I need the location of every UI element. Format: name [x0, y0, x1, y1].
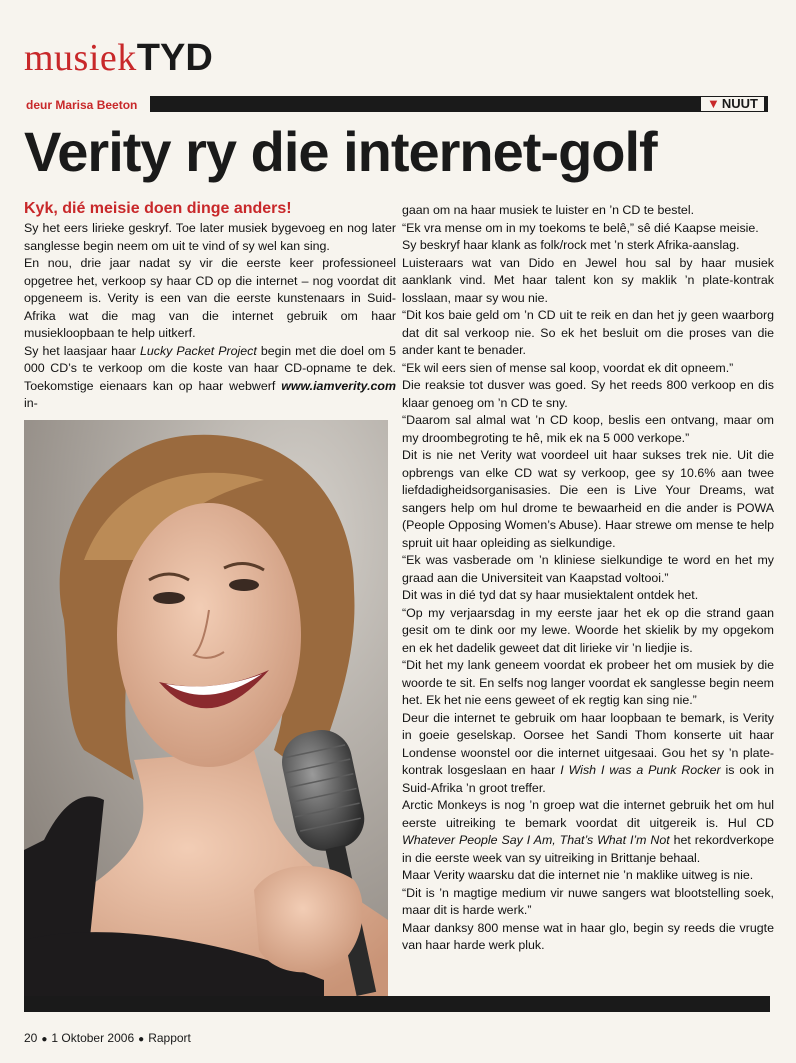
paragraph-r10: “Ek was vasberade om ’n kliniese sielkundige te word en het my graad aan die Universiteit van Kaapstad voltooi.” [402, 553, 774, 585]
song-title: I Wish I was a Punk Rocker [560, 763, 721, 777]
page-number: 20 [24, 1031, 38, 1045]
triangle-down-icon: ▼ [707, 96, 720, 111]
r14-text-b: is ook in Suid-Afrika ’n groot treffer. [402, 763, 774, 795]
artist-photo [24, 420, 388, 996]
p3-text-a: Sy het laasjaar haar [24, 343, 140, 358]
paragraph-r15 [402, 797, 774, 867]
r14-text-a: Deur die internet te gebruik om haar loopbaan te bemark, is Verity in goeie geselskap. Oorsee het Sandi Thom konserte uit haar Londense woonstel oor die internet uitgesaai. Gou het sy ’n plate-kontrak losgeslaan en haar [402, 710, 774, 777]
website-url: www.iamverity.com [281, 378, 396, 393]
paragraph-r2: “Ek vra mense om in my toekoms te belê,” sê dié Kaapse meisie. [402, 220, 759, 235]
article-subheading: Kyk, dié meisie doen dinge anders! [24, 200, 292, 217]
article-headline: Verity ry die internet-golf [24, 120, 657, 183]
paragraph-r8: “Daarom sal almal wat ’n CD koop, beslis een ontvang, maar om my droombegroting te hê, mik ek na 5 000 verkope.” [402, 413, 774, 445]
paragraph-r13: “Dit het my lank geneem voordat ek probeer het om musiek by die woorde te sit. En selfs nog langer voordat ek sanglesse begin neem het. Ek het nie eens geweet of ek regtig kan sing nie.” [402, 658, 774, 707]
paragraph-r16: Maar Verity waarsku dat die internet nie ’n maklike uitweg is nie. [402, 868, 754, 882]
paragraph-r3: Sy beskryf haar klank as folk/rock met ’n sterk Afrika-aanslag. [402, 238, 740, 252]
badge-label: NUUT [721, 96, 758, 111]
paragraph-2: En nou, drie jaar nadat sy vir die eerste keer professioneel opgetree het, verkoop sy haar CD op die internet – nog voordat dit opgeneem is. Verity is een van die eerste kunstenaars in Suid-Afrika wat die mag van die internet gebruik om haar musiekloopbaan te help uitkerf. [24, 256, 396, 340]
paragraph-r6: “Ek wil eers sien of mense sal koop, voordat ek dit opneem.” [402, 360, 734, 375]
bullet-icon: ● [138, 1034, 145, 1045]
singer-photo-illustration [24, 420, 388, 996]
issue-date: 1 Oktober 2006 [51, 1031, 135, 1045]
footer-rule-bar [24, 996, 770, 1012]
right-column [402, 202, 774, 955]
paragraph-r14 [402, 710, 774, 798]
left-column [24, 200, 396, 413]
r15-text-a: Arctic Monkeys is nog ’n groep wat die internet gebruik het om hul eerste uitreiking te bemark voordat dit uitgereik is. Hul CD [402, 798, 774, 830]
album-title: Whatever People Say I Am, That’s What I’m Not [402, 833, 670, 847]
nuut-badge [701, 97, 764, 111]
paragraph-r12: “Op my verjaarsdag in my eerste jaar het ek op die strand gaan gesit om te dink oor my lewe. Woorde het skielik by my opgekom en ek het dadelik geweet dat dit lirieke vir ’n liedjie is. [402, 605, 774, 655]
masthead-tyd: TYD [136, 37, 213, 79]
paragraph-r18: Maar danksy 800 mense wat in haar glo, begin sy reeds die vrugte van haar harde werk pluk. [402, 920, 774, 952]
paragraph-r11: Dit was in dié tyd dat sy haar musiektalent ontdek het. [402, 588, 699, 602]
p3-text-c: in- [24, 396, 38, 410]
author-byline: deur Marisa Beeton [26, 98, 138, 112]
paragraph-r17: “Dit is ’n magtige medium vir nuwe sangers wat blootstelling soek, maar dit is harde werk.” [402, 885, 774, 917]
paragraph-r7: Die reaksie tot dusver was goed. Sy het reeds 800 verkoop en dis klaar genoeg om ’n CD te sny. [402, 378, 774, 410]
r15-text-b: het rekordverkope in die eerste week van sy uitreiking in Brittanje behaal. [402, 833, 775, 865]
page-footer [24, 1031, 191, 1045]
p3-text-b: begin met die doel om 5 000 CD’s te verkoop om die koste van haar CD-opname te dek. Toekomstige eienaars kan op haar webwerf [24, 343, 396, 393]
paragraph-3 [24, 343, 396, 413]
paragraph-r4: Luisteraars wat van Dido en Jewel hou sal by haar musiek aanklank vind. Met haar talent kon sy maklik ’n plate-kontrak losslaan, maar sy wou nie. [402, 255, 774, 305]
section-masthead [24, 36, 213, 82]
project-name: Lucky Packet Project [139, 343, 257, 358]
paragraph-r5: “Dit kos baie geld om ’n CD uit te reik en dan het jy geen waarborg dat dit sal verkoop nie. So ek het besluit om die proses van die ander kant te benader. [402, 308, 774, 357]
paragraph-r9: Dit is nie net Verity wat voordeel uit haar sukses trek nie. Uit die opbrengs van elke CD wat sy verkoop, gee sy 10.6% aan twee liefdadigheidsorganisasies. Die een is Live Your Dreams, wat sangers help om hul drome te bewaarheid en die ander is POWA (People Opposing Women’s Abuse). Haar strewe om mense te help spruit uit haar opleiding as sielkundige. [402, 448, 774, 550]
paragraph-1: Sy het eers lirieke geskryf. Toe later musiek bygevoeg en nog later sanglesse begin neem om uit te vind of sy wel kan sing. [24, 221, 396, 253]
paragraph-r1: gaan om na haar musiek te luister en ’n CD te bestel. [402, 203, 695, 217]
header-rule-bar [150, 96, 768, 112]
magazine-name: Rapport [148, 1031, 191, 1045]
bullet-icon: ● [41, 1034, 48, 1045]
masthead-musiek: musiek [24, 37, 137, 79]
